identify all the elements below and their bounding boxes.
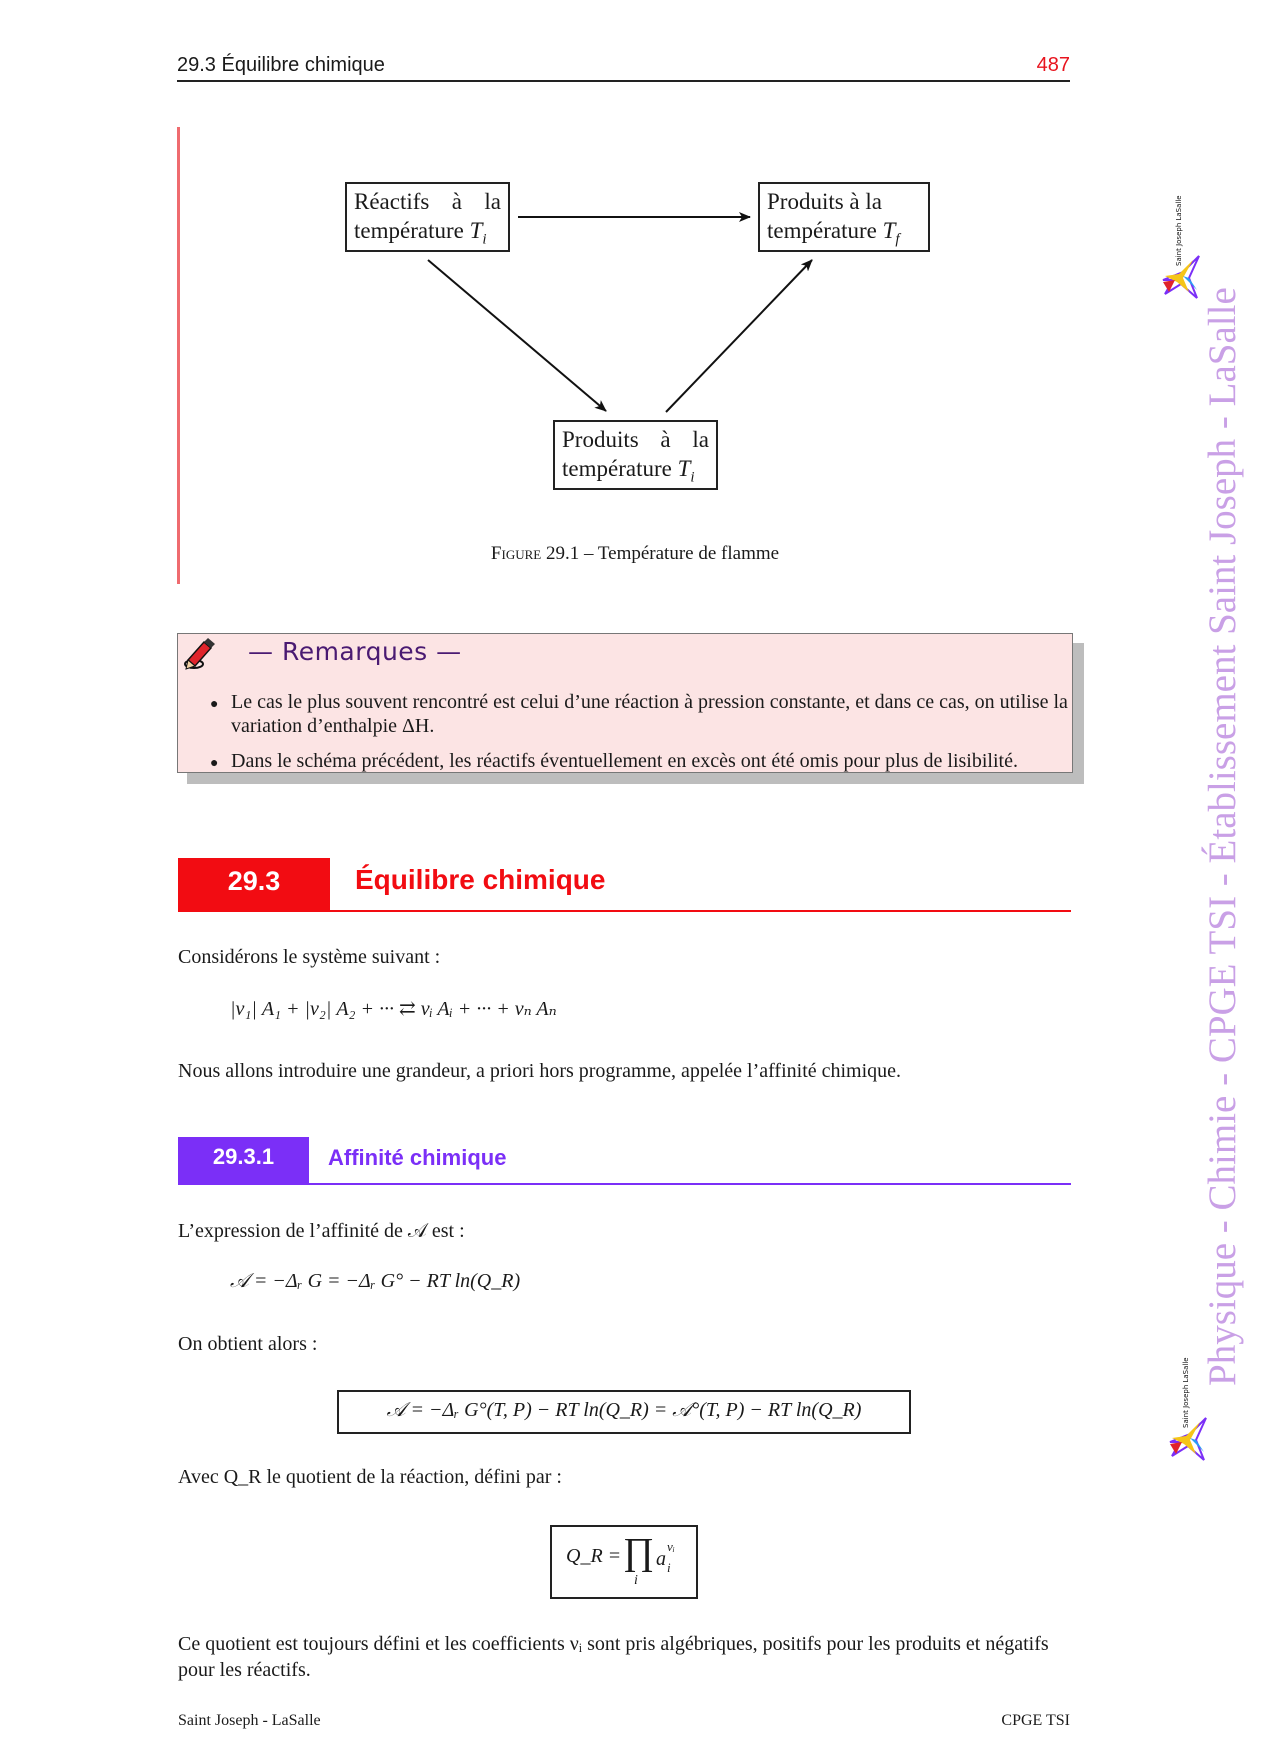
paragraph: Considérons le système suivant :	[178, 946, 441, 968]
page-number: 487	[1036, 54, 1070, 76]
node-produits-tf: Produits à la température $T_f$	[758, 182, 930, 252]
section-rule	[178, 910, 1071, 912]
figure-arrows	[0, 0, 1240, 600]
pencil-icon	[182, 636, 216, 672]
svg-text:Saint Joseph LaSalle: Saint Joseph LaSalle	[1175, 195, 1183, 266]
equation-reaction: |ν₁| A₁ + |ν₂| A₂ + ··· ⇄ νᵢ Aᵢ + ··· + νₙ Aₙ	[230, 998, 557, 1020]
product-index: i	[634, 1573, 638, 1588]
arrow-produits-ti-to-produits-tf	[666, 260, 812, 412]
figure-caption: Figure 29.1 – Température de flamme	[490, 543, 780, 564]
footer-left: Saint Joseph - LaSalle	[178, 1712, 321, 1729]
subsection-number: 29.3.1	[212, 1144, 275, 1169]
subsection-rule	[178, 1183, 1071, 1185]
paragraph: Avec Q_R le quotient de la réaction, défini par :	[178, 1466, 562, 1488]
activity-exponent: νᵢ	[667, 1539, 675, 1554]
section-title: Équilibre chimique	[355, 864, 606, 895]
remarks-title: — Remarques —	[248, 637, 462, 666]
remark-item: Dans le schéma précédent, les réactifs éventuellement en excès ont été omis pour plus de lisibilité.	[231, 750, 1018, 772]
school-logo-icon	[1166, 1357, 1212, 1468]
equation-affinity: 𝒜 = −Δᵣ G = −Δᵣ G° − RT ln(Q_R)	[230, 1270, 521, 1292]
quotient-lhs: Q_R =	[566, 1545, 622, 1567]
boxed-equation-affinity: 𝒜 = −Δᵣ G°(T, P) − RT ln(Q_R) = 𝒜°(T, P) − RT ln(Q_R)	[386, 1399, 862, 1421]
node-produits-ti: Produits à la température $T_i$	[553, 420, 718, 490]
activity-subscript: i	[667, 1560, 671, 1575]
footer-right: CPGE TSI	[1001, 1712, 1070, 1729]
remark-item: Le cas le plus souvent rencontré est celui d’une réaction à pression constante, et dans ce cas, on utilise la variation d’enthalpie ΔH.	[231, 691, 1068, 737]
subsection-title: Affinité chimique	[328, 1145, 507, 1170]
svg-text:Saint Joseph LaSalle: Saint Joseph LaSalle	[1182, 1357, 1190, 1428]
bullet-icon: ●	[210, 756, 219, 771]
bullet-icon: ●	[210, 697, 219, 712]
node-reactifs-ti: Réactifs à la température $T_i$	[345, 182, 510, 252]
paragraph: On obtient alors :	[178, 1333, 318, 1355]
paragraph: Nous allons introduire une grandeur, a priori hors programme, appelée l’affinité chimique.	[178, 1060, 902, 1082]
running-header-title: 29.3 Équilibre chimique	[177, 54, 385, 76]
paragraph: Ce quotient est toujours défini et les coefficients νᵢ sont pris algébriques, positifs pour les produits et négatifs pour les réactifs.	[178, 1633, 1049, 1681]
side-watermark: Physique - Chimie - CPGE TSI - Établissement Saint Joseph - LaSalle	[1201, 287, 1244, 1386]
product-symbol: ∏	[623, 1531, 655, 1573]
section-number: 29.3	[227, 866, 281, 896]
school-logo-icon	[1159, 195, 1205, 306]
arrow-reactifs-to-produits-ti	[428, 260, 606, 411]
activity-base: a	[656, 1548, 666, 1570]
paragraph: L’expression de l’affinité de 𝒜 est :	[178, 1220, 465, 1242]
